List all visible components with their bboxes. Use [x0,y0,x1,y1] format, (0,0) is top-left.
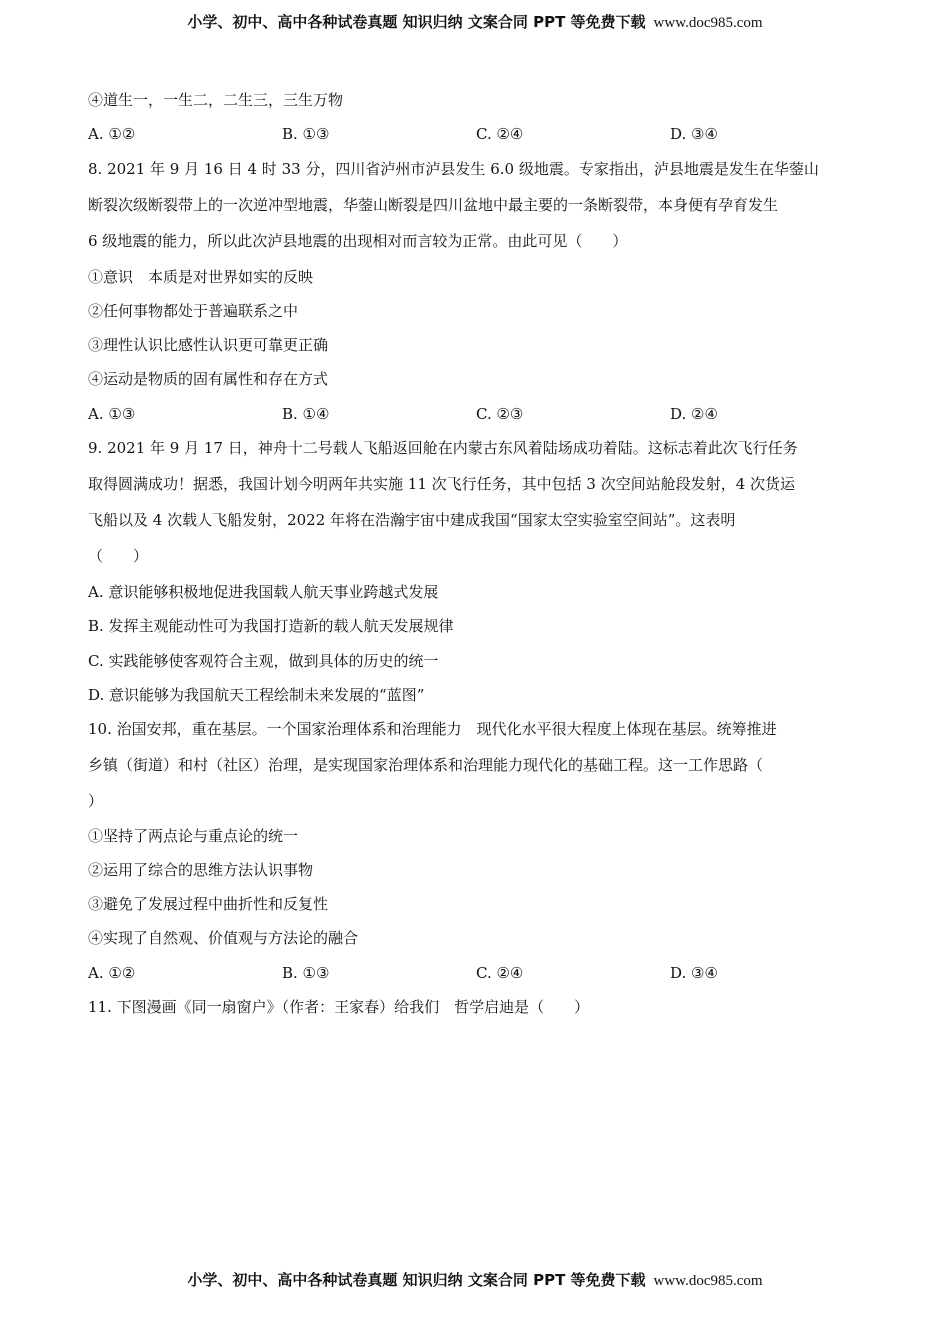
q8-option-c: C. ②③ [476,404,524,423]
question-9 [88,434,860,715]
q9-stem-line: （ ） [88,547,149,566]
header-banner-site: www.doc985.com [653,15,763,31]
q10-stem-line: 乡镇（街道）和村（社区）治理，是实现国家治理体系和治理能力现代化的基础工程。这一工作思路（ [88,756,764,775]
q10-option-c: C. ②④ [476,963,524,982]
question-10 [88,715,860,993]
q9-stem-line: 9. 2021 年 9 月 17 日，神舟十二号载人飞船返回舱在内蒙古东风着陆场成功着陆。这标志着此次飞行任务 [88,439,798,458]
q10-statement-2: ②运用了综合的思维方法认识事物 [88,860,314,879]
q8-stem-line: 6 级地震的能力，所以此次泸县地震的出现相对而言较为正常。由此可见（ ） [88,231,628,250]
header-banner-text: 小学、初中、高中各种试卷真题 知识归纳 文案合同 PPT 等免费下载 [187,13,646,31]
q9-choice-b: B. 发挥主观能动性可为我国打造新的载人航天发展规律 [88,617,454,636]
q9-choice-c: C. 实践能够使客观符合主观，做到具体的历史的统一 [88,651,439,670]
q7-option-d: D. ③④ [670,125,718,144]
q10-statement-4: ④实现了自然观、价值观与方法论的融合 [88,929,359,948]
q9-choice-d: D. 意识能够为我国航天工程绘制未来发展的“蓝图” [88,685,425,704]
q8-statement-4: ④运动是物质的固有属性和存在方式 [88,370,329,389]
question-8 [88,155,860,434]
q10-stem-line: ） [88,792,104,811]
footer-banner-text: 小学、初中、高中各种试卷真题 知识归纳 文案合同 PPT 等免费下载 [187,1271,646,1289]
q8-options [88,400,860,434]
q9-stem-line: 取得圆满成功！据悉，我国计划今明两年共实施 11 次飞行任务，其中包括 3 次空间站舱段发射，4 次货运 [88,475,796,494]
q7-options [88,120,860,154]
footer-banner [0,1270,950,1291]
q7-statement-4: ④道生一，一生二，二生三，三生万物 [88,91,344,109]
footer-banner-site: www.doc985.com [653,1273,763,1289]
q8-statement-1: ①意识 本质是对世界如实的反映 [88,267,314,286]
q8-option-d: D. ②④ [670,404,718,423]
q11-stem: 11. 下图漫画《同一扇窗户》（作者：王家春）给我们 哲学启迪是（ ） [88,998,590,1017]
question-11 [88,993,860,1027]
q10-statement-1: ①坚持了两点论与重点论的统一 [88,826,299,845]
exam-content [88,86,860,1027]
q8-option-b: B. ①④ [282,404,330,423]
q10-option-a: A. ①② [88,963,136,982]
header-banner [0,12,950,33]
q9-stem-line: 飞船以及 4 次载人飞船发射，2022 年将在浩瀚宇宙中建成我国“国家太空实验室空间站”。这表明 [88,511,736,530]
question-7 [88,86,860,155]
q8-option-a: A. ①③ [88,404,136,423]
q7-option-a: A. ①② [88,125,136,144]
q8-statement-2: ②任何事物都处于普遍联系之中 [88,301,299,320]
q8-stem-line: 断裂次级断裂带上的一次逆冲型地震，华蓥山断裂是四川盆地中最主要的一条断裂带，本身便有孕育发生 [88,195,779,214]
q8-stem-line: 8. 2021 年 9 月 16 日 4 时 33 分，四川省泸州市泸县发生 6.0 级地震。专家指出，泸县地震是发生在华蓥山 [88,159,819,178]
q10-options [88,959,860,993]
q10-option-d: D. ③④ [670,963,718,982]
q7-option-b: B. ①③ [282,125,330,144]
q10-statement-3: ③避免了发展过程中曲折性和反复性 [88,895,329,914]
q7-option-c: C. ②④ [476,125,524,144]
q10-stem-line: 10. 治国安邦，重在基层。一个国家治理体系和治理能力 现代化水平很大程度上体现在基层。统筹推进 [88,720,777,739]
q9-choice-a: A. 意识能够积极地促进我国载人航天事业跨越式发展 [88,583,439,602]
q8-statement-3: ③理性认识比感性认识更可靠更正确 [88,336,329,355]
q10-option-b: B. ①③ [282,963,330,982]
